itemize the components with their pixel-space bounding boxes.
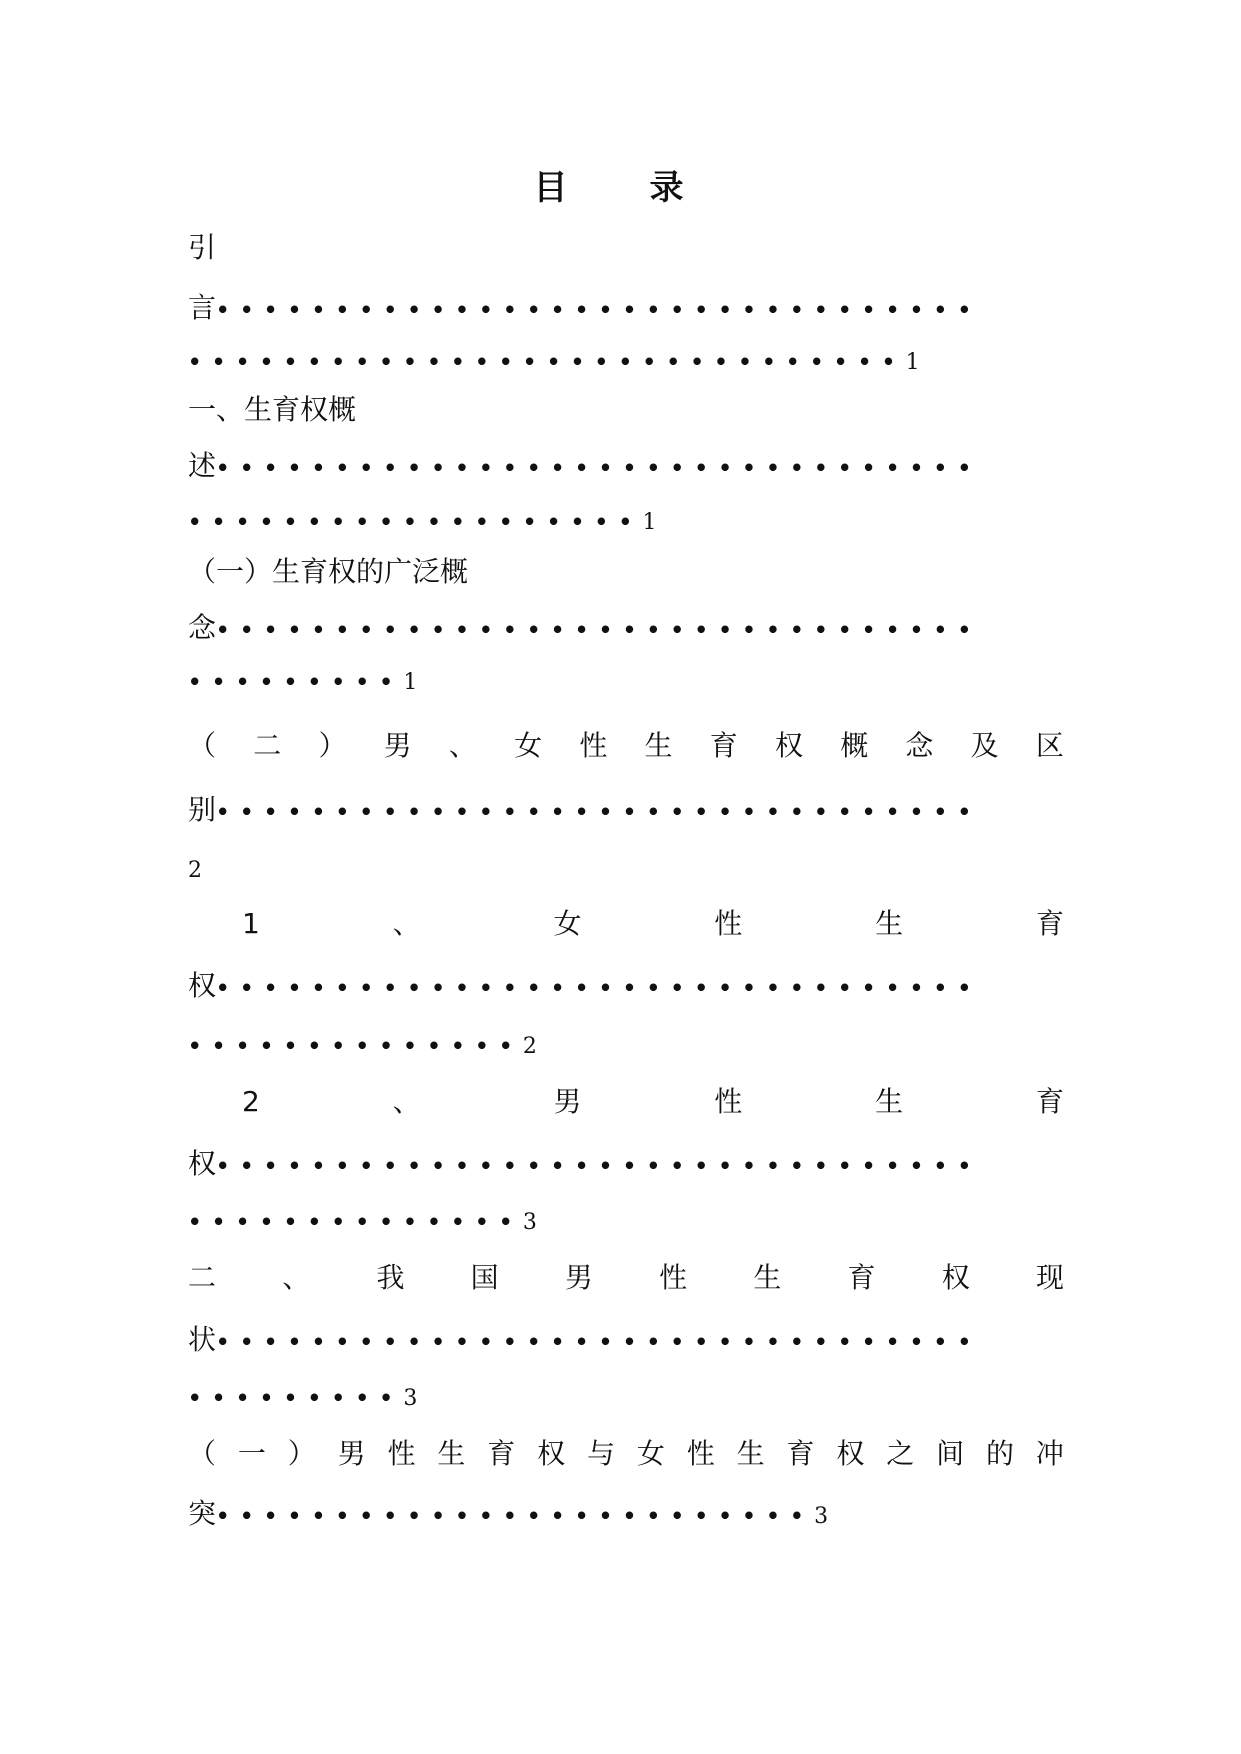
leader-dots: ••••••••••••••••••••••••••••••••	[216, 298, 982, 322]
heading-char: 性	[579, 729, 608, 762]
toc-entry-heading[interactable]	[188, 1434, 1064, 1474]
heading-char: （	[188, 1437, 217, 1470]
toc-entry-text: 一、生育权概	[188, 393, 357, 426]
leader-dots: ••••••••••••••••••••••••••••••••	[216, 976, 982, 1000]
leader-dots: ••••••••••••••••••••••••••••••	[188, 350, 906, 374]
toc-entry-heading[interactable]	[188, 390, 1064, 430]
toc-entry-leader-line[interactable]	[188, 848, 1064, 888]
heading-char: 之	[886, 1437, 915, 1470]
leader-dots: ••••••••••••••	[188, 1034, 523, 1058]
heading-char: 一	[237, 1437, 266, 1470]
heading-char: 女	[636, 1437, 665, 1470]
heading-char: ）	[287, 1437, 316, 1470]
toc-entry-text: （一）生育权的广泛概	[188, 555, 469, 588]
heading-char: 念	[905, 729, 934, 762]
heading-char: 女	[514, 729, 543, 762]
heading-char: 概	[840, 729, 869, 762]
heading-char: 性	[714, 1085, 743, 1118]
toc-entry-text: 言	[188, 291, 217, 324]
heading-char: 2	[242, 1085, 260, 1118]
toc-entry-leader-line[interactable]	[188, 1494, 1064, 1534]
heading-char: 与	[587, 1437, 616, 1470]
heading-char: （	[188, 729, 217, 762]
toc-entry-leader-line[interactable]	[188, 446, 1064, 486]
heading-char: 、	[448, 729, 477, 762]
heading-char: 生	[437, 1437, 466, 1470]
toc-entry-heading[interactable]	[188, 552, 1064, 592]
heading-char: 性	[686, 1437, 715, 1470]
toc-entry-text: 引	[188, 231, 217, 264]
toc-entry-text: 述	[188, 449, 217, 482]
heading-char: 及	[970, 729, 999, 762]
leader-dots: ••••••••••••••••••••••••••••••••	[216, 1330, 982, 1354]
toc-entry-heading[interactable]	[188, 726, 1064, 766]
leader-dots: •••••••••••••••••••••••••	[216, 1504, 815, 1528]
toc-entry-heading[interactable]	[188, 228, 1064, 268]
toc-entry-text: 别	[188, 793, 217, 826]
leader-dots: ••••••••••••••••••••••••••••••••	[216, 800, 982, 824]
page-number: 2	[188, 858, 202, 883]
heading-char: 男	[564, 1261, 593, 1294]
heading-char: 二	[253, 729, 282, 762]
toc-entry-text: 念	[188, 611, 217, 644]
heading-char: 1	[242, 907, 260, 940]
heading-char: 生	[875, 1085, 904, 1118]
toc-entry-leader-line[interactable]	[188, 1144, 1064, 1184]
leader-dots: ••••••••••••••	[188, 1210, 523, 1234]
heading-char: 育	[709, 729, 738, 762]
leader-dots: •••••••••	[188, 1386, 404, 1410]
heading-char: 育	[786, 1437, 815, 1470]
heading-char: 生	[644, 729, 673, 762]
heading-char: 二	[188, 1261, 217, 1294]
toc-entry-leader-line[interactable]	[188, 1320, 1064, 1360]
page-number: 3	[814, 1504, 829, 1529]
heading-char: 权	[774, 729, 803, 762]
page-number: 3	[522, 1210, 537, 1235]
heading-char: 育	[847, 1261, 876, 1294]
page-number: 3	[403, 1386, 418, 1411]
toc-entry-leader-line[interactable]	[188, 1024, 1064, 1064]
toc-entry-text: 权	[188, 1147, 217, 1180]
heading-char: 我	[376, 1261, 405, 1294]
leader-dots: ••••••••••••••••••••••••••••••••	[216, 1154, 982, 1178]
heading-char: 性	[387, 1437, 416, 1470]
toc-entry-leader-line[interactable]	[188, 1200, 1064, 1240]
toc-entry-text: 状	[188, 1323, 217, 1356]
toc-entry-leader-line[interactable]	[188, 500, 1064, 540]
toc-entry-text: 突	[188, 1497, 217, 1530]
toc-entry-text: 权	[188, 969, 217, 1002]
heading-char: 、	[392, 1085, 421, 1118]
heading-char: 权	[941, 1261, 970, 1294]
heading-char: 间	[936, 1437, 965, 1470]
heading-char: 生	[736, 1437, 765, 1470]
heading-char: 、	[392, 907, 421, 940]
heading-char: 区	[1035, 729, 1064, 762]
toc-entry-leader-line[interactable]	[188, 790, 1064, 830]
heading-char: 育	[1035, 907, 1064, 940]
toc-entry-leader-line[interactable]	[188, 608, 1064, 648]
heading-char: 育	[487, 1437, 516, 1470]
heading-char: 、	[282, 1261, 311, 1294]
heading-char: 育	[1035, 1085, 1064, 1118]
page-number: 1	[403, 670, 418, 695]
heading-char: 权	[836, 1437, 865, 1470]
leader-dots: •••••••••	[188, 670, 404, 694]
toc-entry-heading[interactable]	[242, 1082, 1064, 1122]
toc-entry-leader-line[interactable]	[188, 340, 1064, 380]
leader-dots: ••••••••••••••••••••••••••••••••	[216, 456, 982, 480]
heading-char: 性	[659, 1261, 688, 1294]
toc-entry-heading[interactable]	[188, 1258, 1064, 1298]
heading-char: 性	[714, 907, 743, 940]
heading-char: 的	[986, 1437, 1015, 1470]
toc-entry-leader-line[interactable]	[188, 288, 1064, 328]
heading-char: 现	[1035, 1261, 1064, 1294]
leader-dots: •••••••••••••••••••	[188, 510, 643, 534]
toc-entry-leader-line[interactable]	[188, 966, 1064, 1006]
heading-char: 生	[875, 907, 904, 940]
heading-char: 男	[553, 1085, 582, 1118]
page-number: 1	[642, 510, 657, 535]
toc-entry-heading[interactable]	[242, 904, 1064, 944]
toc-entry-leader-line[interactable]	[188, 660, 1064, 700]
heading-char: 女	[553, 907, 582, 940]
leader-dots: ••••••••••••••••••••••••••••••••	[216, 618, 982, 642]
heading-char: 男	[383, 729, 412, 762]
heading-char: 权	[537, 1437, 566, 1470]
heading-char: 冲	[1035, 1437, 1064, 1470]
heading-char: 生	[753, 1261, 782, 1294]
heading-char: 国	[470, 1261, 499, 1294]
page-title: 目 录	[533, 168, 708, 208]
page-number: 1	[905, 350, 920, 375]
heading-char: ）	[318, 729, 347, 762]
heading-char: 男	[337, 1437, 366, 1470]
toc-entry-leader-line[interactable]	[188, 1376, 1064, 1416]
page-number: 2	[522, 1034, 537, 1059]
